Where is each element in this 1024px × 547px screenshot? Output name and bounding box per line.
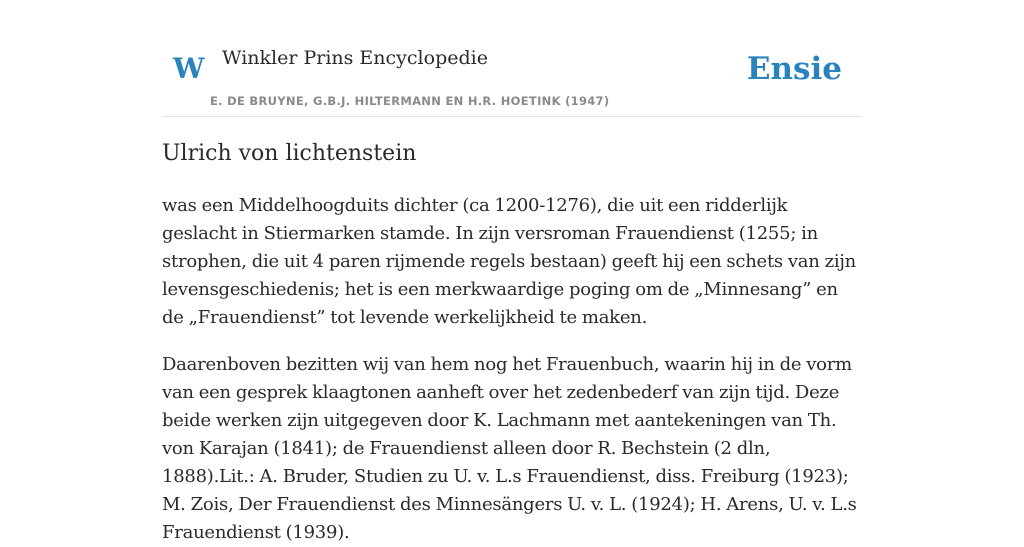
article xyxy=(162,138,862,547)
publication-title[interactable]: Winkler Prins Encyclopedie xyxy=(222,47,488,69)
site-header xyxy=(162,0,862,117)
ensie-logo[interactable]: Ensie xyxy=(746,51,842,87)
publication-authors: E. DE BRUYNE, G.B.J. HILTERMANN EN H.R. HOETINK (1947) xyxy=(210,94,610,108)
article-headword: Ulrich von lichtenstein xyxy=(162,141,417,166)
article-paragraph: was een Middelhoogduits dichter (ca 1200-1276), die uit een ridderlijk geslacht in Stiermarken stamde. In zijn versroman Frauendienst (1255; in strophen, die uit 4 paren rijmende regels bestaan) geeft hij een schets van zijn levensgeschiedenis; het is een merkwaardige poging om de „Minnesang” en de „Frauendienst” tot levende werkelijkheid te maken. xyxy=(162,195,857,328)
article-paragraph: Daarenboven bezitten wij van hem nog het Frauenbuch, waarin hij in de vorm van een gesprek klaagtonen aanheft over het zedenbederf van zijn tijd. Deze beide werken zijn uitgegeven door K. Lachmann met aantekeningen van Th. von Karajan (1841); de Frauendienst alleen door R. Bechstein (2 dln, 1888).Lit.: A. Bruder, Studien zu U. v. L.s Frauendienst, diss. Freiburg (1923); M. Zois, Der Frauendienst des Minnesängers U. v. L. (1924); H. Arens, U. v. L.s Frauendienst (1939). xyxy=(162,354,857,543)
winkler-prins-logo[interactable]: W xyxy=(173,52,205,85)
